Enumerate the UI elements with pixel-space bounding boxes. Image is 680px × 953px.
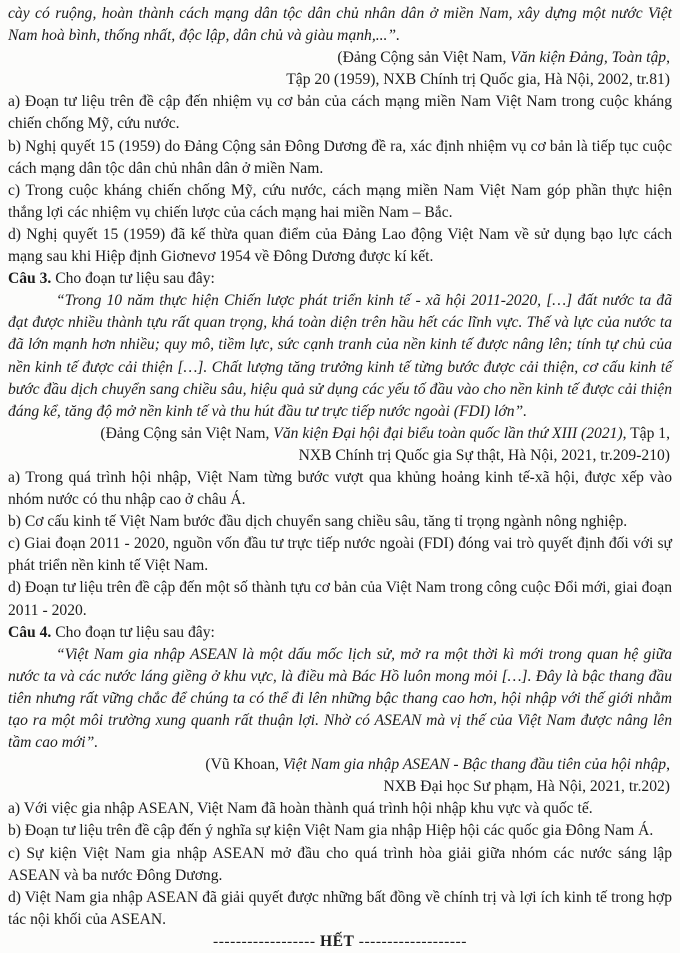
q4-citation-line2: NXB Đại học Sư phạm, Hà Nội, 2021, tr.202) <box>383 778 670 796</box>
q4-option-d: d) Việt Nam gia nhập ASEAN đã giải quyết được những bất đồng về chính trị và lợi ích kinh tế trong hợp tác nội khối của ASEAN. <box>8 888 672 928</box>
q4-prompt: Cho đoạn tư liệu sau đây: <box>55 623 215 641</box>
q4-heading <box>8 622 672 644</box>
q4-option-b: b) Đoạn tư liệu trên đề cập đến ý nghĩa sự kiện Việt Nam gia nhập Hiệp hội các quốc gia Đông Nam Á. <box>8 822 654 840</box>
q2-citation-tail: , <box>666 49 670 67</box>
q2-option-b: b) Nghị quyết 15 (1959) do Đảng Cộng sản Đông Dương đề ra, xác định nhiệm vụ cơ bản là tiếp tục cuộc cách mạng dân tộc dân chủ nhân dân ở miền Nam. <box>8 137 672 177</box>
q4-citation-author: (Vũ Khoan, <box>205 756 283 774</box>
q3-quote: “Trong 10 năm thực hiện Chiến lược phát triển kinh tế - xã hội 2011-2020, […] đất nước ta đã đạt được nhiều thành tựu rất quan trọng, khá toàn diện trên hầu hết các lĩnh vực. Thế và lực của nước ta đã lớn mạnh hơn nhiều; quy mô, tiềm lực, sức cạnh tranh của nền kinh tế được nâng lên; tính tự chủ của nền kinh tế được cải thiện […]. Chất lượng tăng trưởng kinh tế từng bước được cải thiện, cơ cấu kinh tế bước đầu dịch chuyển sang chiều sâu, hiệu quả sử dụng các yếu tố đầu vào cho nền kinh tế được cải thiện đáng kể, tăng độ mở nền kinh tế và thu hút đầu tư trực tiếp nước ngoài (FDI) lớn”. <box>8 292 672 420</box>
q3-label: Câu 3. <box>8 270 52 288</box>
q3-option-c: c) Giai đoạn 2011 - 2020, nguồn vốn đầu tư trực tiếp nước ngoài (FDI) đóng vai trò quyết định đối với sự phát triển nền kinh tế Việt Nam. <box>8 535 672 575</box>
q2-citation-line1 <box>8 47 672 69</box>
q3-citation-line2: NXB Chính trị Quốc gia Sự thật, Hà Nội, 2021, tr.209-210) <box>298 446 670 464</box>
q3-citation-line1 <box>8 423 672 445</box>
q3-citation-author: (Đảng Cộng sản Việt Nam, <box>100 424 274 442</box>
q3-option-a: a) Trong quá trình hội nhập, Việt Nam từng bước vượt qua khủng hoảng kinh tế-xã hội, được xếp vào nhóm nước có thu nhập cao ở châu Á. <box>8 468 672 509</box>
q4-label: Câu 4. <box>8 623 52 641</box>
q4-option-a: a) Với việc gia nhập ASEAN, Việt Nam đã hoàn thành quá trình hội nhập khu vực và quốc tế. <box>8 800 593 818</box>
q3-option-b: b) Cơ cấu kinh tế Việt Nam bước đầu dịch chuyển sang chiều sâu, tăng tỉ trọng ngành nông nghiệp. <box>8 513 628 531</box>
q4-option-c: c) Sự kiện Việt Nam gia nhập ASEAN mở đầu cho quá trình hòa giải giữa nhóm các nước sáng lập ASEAN và ba nước Đông Dương. <box>8 844 672 884</box>
footer-het-label: HẾT <box>319 932 355 950</box>
q2-option-a: a) Đoạn tư liệu trên đề cập đến nhiệm vụ cơ bản của cách mạng miền Nam Việt Nam trong cuộc kháng chiến chống Mỹ, cứu nước. <box>8 93 672 133</box>
q3-heading <box>8 268 672 290</box>
q3-option-d: d) Đoạn tư liệu trên đề cập đến một số thành tựu cơ bản của Việt Nam trong công cuộc Đổi mới, giai đoạn 2011 - 2020. <box>8 579 672 619</box>
q4-citation-line1 <box>8 754 672 776</box>
q2-citation-source-title: Văn kiện Đảng, Toàn tập <box>510 49 667 67</box>
q3-citation-source-title: Văn kiện Đại hội đại biểu toàn quốc lần thứ XIII (2021) <box>273 424 623 442</box>
q2-citation-author: (Đảng Cộng sản Việt Nam, <box>337 49 511 67</box>
q4-quote: “Việt Nam gia nhập ASEAN là một dấu mốc lịch sử, mở ra một thời kì mới trong quan hệ giữa nước ta và các nước láng giềng ở khu vực, là điều mà Bác Hồ luôn mong mỏi […]. Đây là bậc thang đầu tiên nhưng rất vững chắc để chúng ta có thể đi lên những bậc thang cao hơn, hội nhập với thế giới nhằm tạo ra một môi trường xung quanh rất thuận lợi. Nhờ có ASEAN mà vị thế của Việt Nam được nâng lên tầm cao mới”. <box>8 645 672 752</box>
footer-dashes-left: ------------------ <box>213 932 316 950</box>
end-marker <box>8 931 672 953</box>
q3-citation-tail: , Tập 1, <box>622 424 670 442</box>
q4-citation-source-title: Việt Nam gia nhập ASEAN - Bậc thang đầu tiên của hội nhập <box>282 756 667 774</box>
q2-option-d: d) Nghị quyết 15 (1959) đã kế thừa quan điểm của Đảng Lao động Việt Nam về sử dụng bạo lực cách mạng sau khi Hiệp định Giơnevơ 1954 về Đông Dương được kí kết. <box>8 225 672 266</box>
q4-citation-tail: , <box>666 756 670 774</box>
q2-citation-line2: Tập 20 (1959), NXB Chính trị Quốc gia, Hà Nội, 2002, tr.81) <box>286 71 670 89</box>
q3-prompt: Cho đoạn tư liệu sau đây: <box>55 270 215 288</box>
q2-option-c: c) Trong cuộc kháng chiến chống Mỹ, cứu nước, cách mạng miền Nam Việt Nam góp phần thực hiện thắng lợi các nhiệm vụ chiến lược của cách mạng hai miền Nam – Bắc. <box>8 181 672 221</box>
footer-dashes-right: ------------------- <box>358 932 467 950</box>
intro-quote-continuation: cày có ruộng, hoàn thành cách mạng dân tộc dân chủ nhân dân ở miền Nam, xây dựng một nước Việt Nam hoà bình, thống nhất, độc lập, dân chủ và giàu mạnh,...”. <box>8 5 672 45</box>
